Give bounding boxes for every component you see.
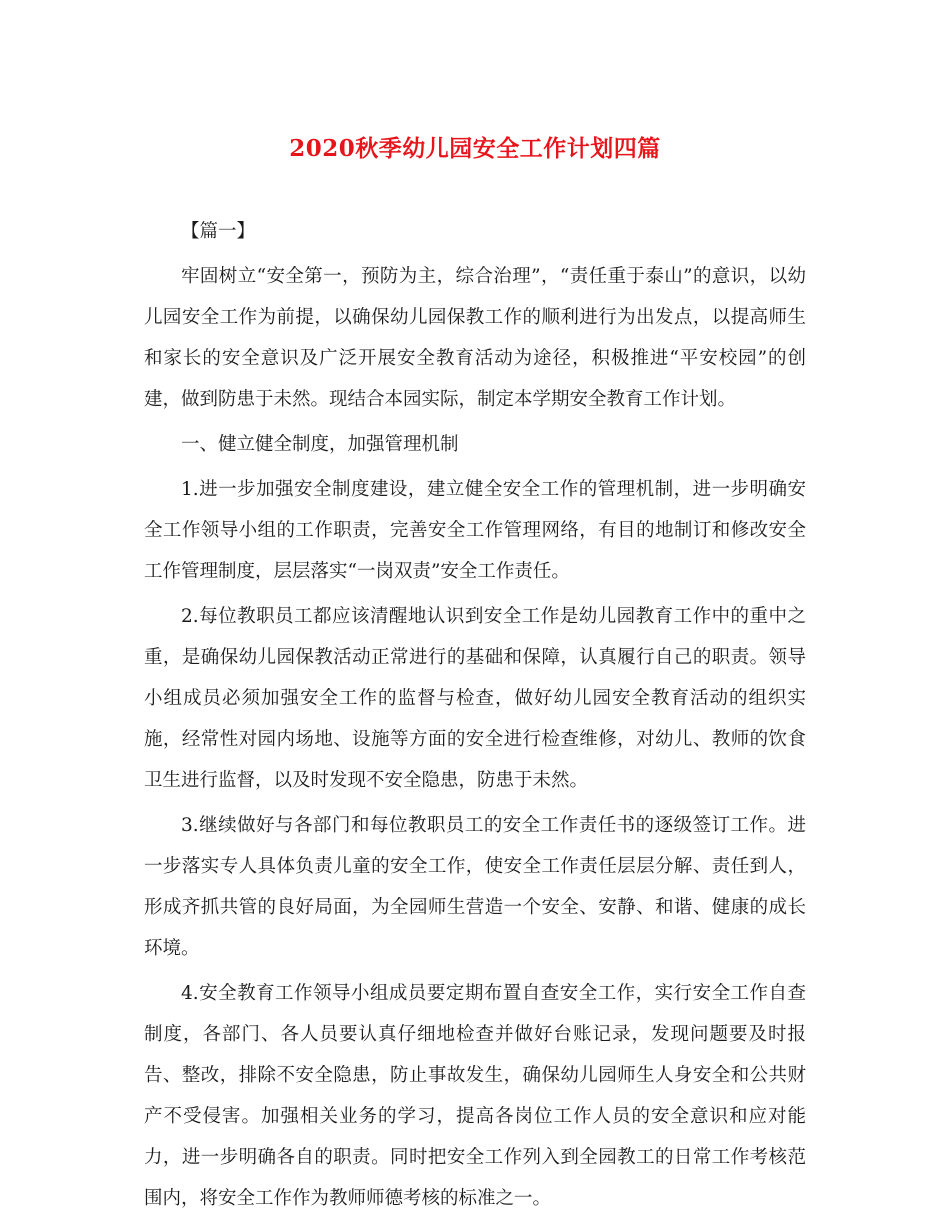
paragraph-intro: 牢固树立“安全第一，预防为主，综合治理”，“责任重于泰山”的意识，以幼儿园安全工作为前提，以确保幼儿园保教工作的顺利进行为出发点，以提高师生和家长的安全意识及广泛开展安全教育活动为途径，积极推进“平安校园”的创建，做到防患于未然。现结合本园实际，制定本学期安全教育工作计划。 [144, 266, 806, 410]
paragraph-item-1: 1.进一步加强安全制度建设，建立健全安全工作的管理机制，进一步明确安全工作领导小组的工作职责，完善安全工作管理网络，有目的地制订和修改安全工作管理制度，层层落实“一岗双责”安全工作责任。 [144, 479, 806, 582]
document-title: 2020秋季幼儿园安全工作计划四篇 [289, 135, 661, 162]
heading-section-one: 一、健立健全制度，加强管理机制 [181, 434, 459, 455]
document-body [144, 211, 806, 1223]
paragraph-item-2: 2.每位教职员工都应该清醒地认识到安全工作是幼儿园教育工作中的重中之重，是确保幼儿园保教活动正常进行的基础和保障，认真履行自己的职责。领导小组成员必须加强安全工作的监督与检查，做好幼儿园安全教育活动的组织实施，经常性对园内场地、设施等方面的安全进行检查维修，对幼儿、教师的饮食卫生进行监督，以及时发现不安全隐患，防患于未然。 [144, 606, 806, 791]
section-label: 【篇一】 [181, 221, 256, 242]
paragraph-item-4: 4.安全教育工作领导小组成员要定期布置自查安全工作，实行安全工作自查制度，各部门、各人员要认真仔细地检查并做好台账记录，发现问题要及时报告、整改，排除不安全隐患，防止事故发生，确保幼儿园师生人身安全和公共财产不受侵害。加强相关业务的学习，提高各岗位工作人员的安全意识和应对能力，进一步明确各自的职责。同时把安全工作列入到全园教工的日常工作考核范围内，将安全工作作为教师师德考核的标准之一。 [144, 983, 806, 1209]
paragraph-item-3: 3.继续做好与各部门和每位教职员工的安全工作责任书的逐级签订工作。进一步落实专人具体负责儿童的安全工作，使安全工作责任层层分解、责任到人，形成齐抓共管的良好局面，为全园师生营造一个安全、安静、和谐、健康的成长环境。 [144, 815, 806, 959]
